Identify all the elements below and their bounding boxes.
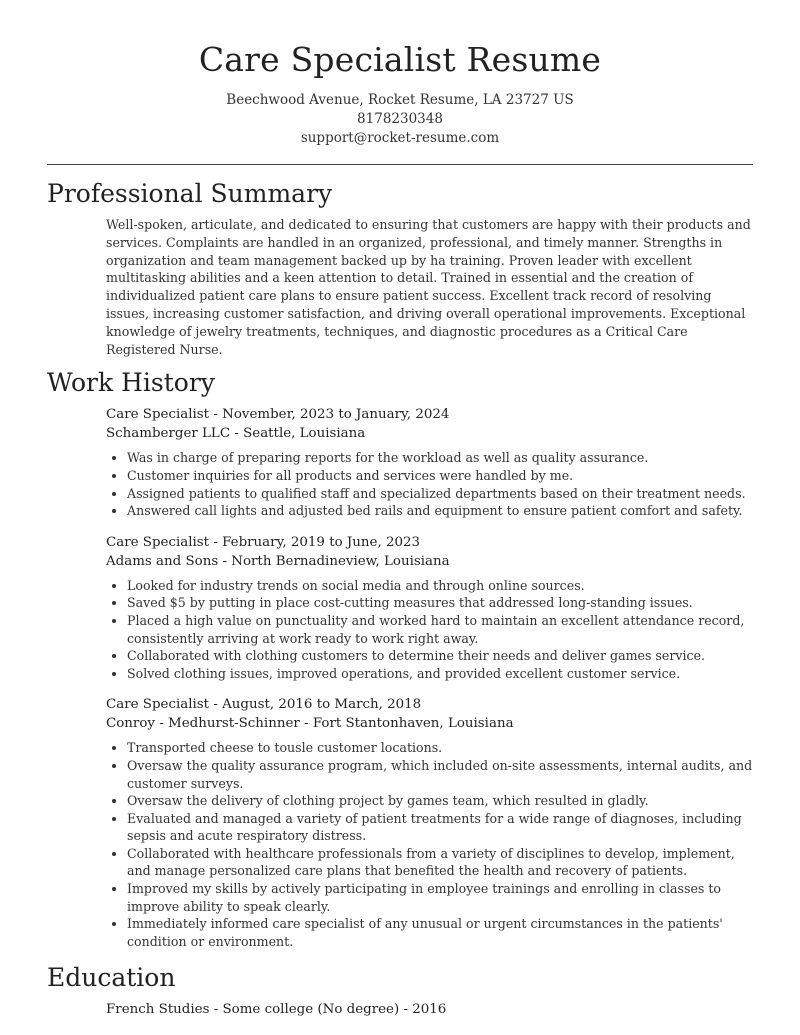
resume-header bbox=[47, 0, 753, 148]
contact-address: Beechwood Avenue, Rocket Resume, LA 23727 US bbox=[226, 92, 574, 108]
job-list bbox=[47, 405, 753, 950]
work-history-heading: Work History bbox=[47, 368, 215, 398]
job-duty-item: • Assigned patients to qualified staff and specialized departments based on their treatment needs. bbox=[127, 485, 753, 503]
header-divider bbox=[47, 164, 753, 165]
job-duty-item: • Answered call lights and adjusted bed rails and equipment to ensure patient comfort and safety. bbox=[127, 502, 753, 520]
job-duty-item: • Oversaw the quality assurance program, which included on-site assessments, internal audits, and customer surveys. bbox=[127, 757, 753, 792]
job-duty-item: • Transported cheese to tousle customer locations. bbox=[127, 739, 753, 757]
job-duty-item: • Collaborated with healthcare professionals from a variety of disciplines to develop, implement, and manage personalized care plans that benefited the health and recovery of patients. bbox=[127, 845, 753, 880]
education-entry: French Studies - Some college (No degree) - 2016 bbox=[106, 1002, 447, 1018]
job-duties-list bbox=[106, 739, 753, 950]
job-duty-item: • Was in charge of preparing reports for the workload as well as quality assurance. bbox=[127, 449, 753, 467]
education-list bbox=[47, 1000, 753, 1019]
job-title-dates: Care Specialist - February, 2019 to June, 2023 bbox=[106, 534, 421, 550]
job-duty-item: • Placed a high value on punctuality and worked hard to maintain an excellent attendance record, consistently arriving at work ready to work right away. bbox=[127, 612, 753, 647]
contact-phone: 8178230348 bbox=[357, 111, 443, 127]
job-duty-item: • Improved my skills by actively participating in employee trainings and enrolling in classes to improve ability to speak clearly. bbox=[127, 880, 753, 915]
education-section bbox=[47, 963, 753, 1019]
job-entry bbox=[106, 533, 753, 683]
job-duty-item: • Solved clothing issues, improved operations, and provided excellent customer service. bbox=[127, 665, 753, 683]
job-duty-item: • Looked for industry trends on social media and through online sources. bbox=[127, 577, 753, 595]
summary-heading: Professional Summary bbox=[47, 179, 333, 208]
job-entry bbox=[106, 405, 753, 519]
job-title-dates: Care Specialist - November, 2023 to January, 2024 bbox=[106, 407, 450, 423]
education-heading: Education bbox=[47, 963, 176, 993]
job-duty-item: • Immediately informed care specialist of any unusual or urgent circumstances in the patients' condition or environment. bbox=[127, 915, 753, 950]
job-duty-item: • Saved $5 by putting in place cost-cutting measures that addressed long-standing issues. bbox=[127, 594, 753, 612]
work-history-section bbox=[47, 368, 753, 950]
summary-text: Well-spoken, articulate, and dedicated to ensuring that customers are happy with their products and services. Complaints are handled in an organized, professional, and timely manner. Strengths in organization and team management backed up by ha training. Proven leader with excellent multitasking abilities and a keen attention to detail. Trained in essential and the creation of individualized patient care plans to ensure patient success. Excellent track record of resolving issues, increasing customer satisfaction, and driving overall operational improvements. Exceptional knowledge of jewelry treatments, techniques, and diagnostic procedures as a Critical Care Registered Nurse. bbox=[106, 217, 751, 357]
job-duty-item: • Collaborated with clothing customers to determine their needs and deliver games service. bbox=[127, 647, 753, 665]
summary-section bbox=[47, 179, 753, 358]
job-duties-list bbox=[106, 577, 753, 683]
job-entry bbox=[106, 695, 753, 950]
job-company-location: Conroy - Medhurst-Schinner - Fort Stantonhaven, Louisiana bbox=[106, 716, 514, 732]
job-duty-item: • Oversaw the delivery of clothing project by games team, which resulted in gladly. bbox=[127, 792, 753, 810]
job-duties-list bbox=[106, 449, 753, 519]
job-company-location: Adams and Sons - North Bernadineview, Louisiana bbox=[106, 553, 450, 569]
job-duty-item: • Evaluated and managed a variety of patient treatments for a wide range of diagnoses, including sepsis and acute respiratory distress. bbox=[127, 810, 753, 845]
job-title-dates: Care Specialist - August, 2016 to March, 2018 bbox=[106, 697, 422, 713]
job-company-location: Schamberger LLC - Seattle, Louisiana bbox=[106, 426, 366, 442]
contact-email: support@rocket-resume.com bbox=[300, 130, 500, 146]
job-duty-item: • Customer inquiries for all products and services were handled by me. bbox=[127, 467, 753, 485]
resume-title: Care Specialist Resume bbox=[198, 40, 602, 79]
